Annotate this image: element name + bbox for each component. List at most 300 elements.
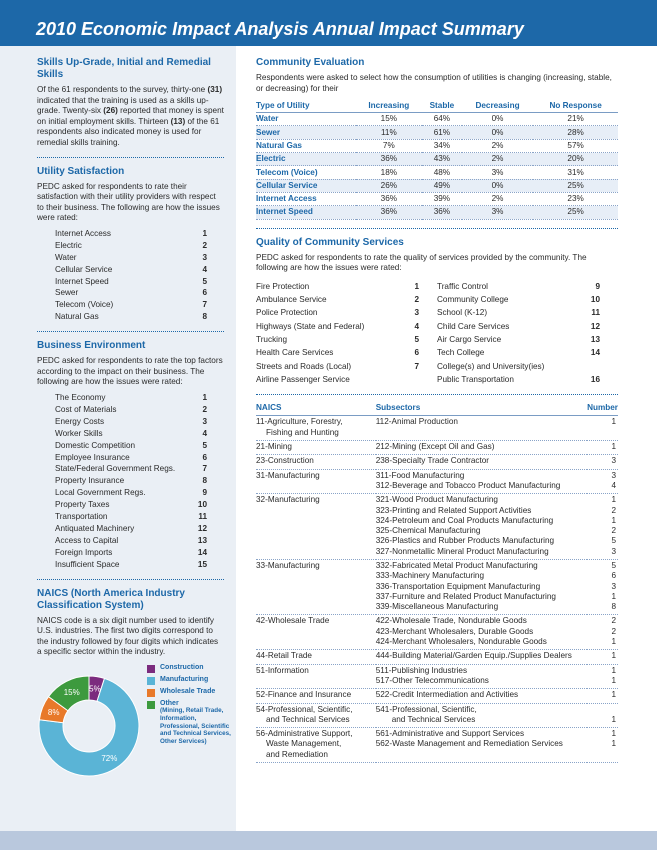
subsector-cell: [376, 559, 587, 614]
subsector-count: 2: [611, 526, 616, 536]
subsector-line: and Technical Services: [391, 714, 476, 724]
number-cell: [587, 615, 618, 650]
pie-legend: [147, 664, 237, 749]
subsector-count: 2: [611, 626, 616, 636]
percent-cell: 26%: [356, 179, 422, 192]
subsector-count: 1: [611, 637, 616, 647]
business-rank-item-label: State/Federal Government Regs.: [55, 464, 176, 474]
header-banner: [0, 0, 657, 46]
subsector-count: 1: [611, 591, 616, 601]
subsector-line: 517-Other Telecommunications: [375, 675, 489, 685]
naics-code-line: 21-Mining: [256, 442, 292, 452]
quality-item: [256, 333, 437, 346]
column-header: Type of Utility: [256, 100, 356, 113]
number-cell: [587, 469, 618, 494]
number-cell: [587, 703, 618, 728]
utility-satisfaction-intro: PEDC asked for respondents to rate their satisfaction with their utility providers with respect to their business. The following are how the issues were rated:: [37, 181, 220, 223]
business-rank-item-label: Local Government Regs.: [55, 488, 146, 498]
subsector-cell: [376, 469, 587, 494]
business-rank-item: [55, 511, 207, 523]
subsectors-header: Subsectors: [376, 403, 587, 416]
subsector-count: 1: [611, 739, 616, 749]
utility-rank-item-label: Electric: [55, 240, 82, 250]
utility-rank-item-label: Telecom (Voice): [55, 300, 114, 310]
pie-chart-svg: [37, 664, 147, 794]
legend-text: [160, 664, 204, 671]
business-rank-item-label: Employee Insurance: [55, 452, 130, 462]
table-row: [256, 441, 618, 455]
quality-right-column: [437, 280, 618, 386]
naics-code-line: 42-Wholesale Trade: [256, 616, 330, 626]
subsector-count: 5: [611, 560, 616, 570]
percent-cell: 2%: [462, 192, 533, 205]
business-rank-item: [55, 547, 207, 559]
number-cell: [587, 650, 618, 664]
business-rank-item: [55, 535, 207, 547]
quality-item: [256, 373, 437, 386]
business-rank-item-label: Antiquated Machinery: [55, 523, 135, 533]
page-title: 2010 Economic Impact Analysis Annual Impact Summary: [36, 19, 524, 39]
column-header: No Response: [533, 100, 618, 113]
business-rank-item-label: Property Taxes: [55, 500, 110, 510]
community-eval-title: Community Evaluation: [256, 57, 365, 68]
table-row: [256, 664, 618, 689]
quality-item-label: Fire Protection: [256, 281, 310, 291]
percent-cell: 3%: [462, 206, 533, 219]
percent-cell: 36%: [356, 192, 422, 205]
number-cell: [587, 494, 618, 560]
utility-rank-item-rank: 8: [202, 312, 207, 322]
naics-code-cell: [256, 728, 376, 763]
naics-code-cell: [256, 416, 376, 441]
percent-cell: 43%: [422, 153, 462, 166]
section-divider: [256, 394, 618, 395]
percent-cell: 2%: [462, 153, 533, 166]
utility-rank-item-rank: 6: [202, 288, 207, 298]
naics-pie-chart: [37, 663, 231, 804]
utility-rank-item-label: Internet Speed: [55, 276, 109, 286]
naics-left-title: NAICS (North America Industry Classification System): [37, 587, 185, 611]
quality-item: [256, 360, 437, 373]
utility-rank-item-label: Sewer: [55, 288, 79, 298]
number-cell: [587, 689, 618, 703]
business-rank-item-rank: 10: [197, 500, 207, 510]
subsector-cell: [376, 703, 587, 728]
legend-text: [160, 700, 237, 746]
subsector-line: 325-Chemical Manufacturing: [375, 526, 481, 536]
legend-text: [160, 688, 215, 695]
subsector-count: 2: [611, 616, 616, 626]
business-rank-item-label: Worker Skills: [55, 428, 103, 438]
quality-item-rank: 12: [590, 321, 600, 331]
table-row: [256, 494, 618, 560]
subsector-count: 8: [611, 602, 616, 612]
subsector-line: 339-Miscellaneous Manufacturing: [375, 602, 499, 612]
utility-rank-item: [55, 311, 207, 323]
section-divider: [37, 331, 224, 332]
quality-item: [437, 333, 618, 346]
skills-title: Skills Up-Grade, Initial and Remedial Skills: [37, 57, 211, 80]
quality-item-rank: 3: [414, 308, 419, 318]
percent-cell: 49%: [422, 179, 462, 192]
table-row: [256, 469, 618, 494]
quality-item-label: School (K-12): [437, 308, 488, 318]
table-row: [256, 650, 618, 664]
naics-code-cell: [256, 650, 376, 664]
subsector-line: 238-Specialty Trade Contractor: [375, 456, 490, 466]
legend-item: [147, 700, 237, 746]
quality-item-label: Child Care Services: [437, 321, 510, 331]
utility-type-cell: Internet Speed: [256, 206, 356, 219]
business-rank-item-label: Insufficient Space: [55, 559, 120, 569]
utility-type-cell: Telecom (Voice): [256, 166, 356, 179]
subsector-line: 311-Food Manufacturing: [375, 470, 465, 480]
number-cell: [587, 559, 618, 614]
naics-code-line: 32-Manufacturing: [256, 495, 320, 505]
business-rank-item-rank: 6: [202, 452, 207, 462]
business-rank-item-label: Cost of Materials: [55, 404, 117, 414]
business-rank-item-rank: 5: [202, 440, 207, 450]
subsector-count: 1: [611, 442, 616, 452]
number-cell: [587, 441, 618, 455]
percent-cell: 0%: [462, 126, 533, 139]
business-rank-item-rank: 12: [197, 523, 207, 533]
utility-rank-item: [55, 228, 207, 240]
quality-item: [256, 280, 437, 293]
table-row: [256, 206, 618, 219]
table-row: [256, 455, 618, 469]
utility-rank-item-label: Cellular Service: [55, 264, 113, 274]
utility-rank-item: [55, 252, 207, 264]
skills-num-1: (31): [207, 85, 223, 94]
subsector-cell: [376, 664, 587, 689]
subsector-count: 1: [611, 651, 616, 661]
naics-code-cell: [256, 441, 376, 455]
subsector-count: 2: [611, 505, 616, 515]
quality-item-label: Airline Passenger Service: [256, 374, 350, 384]
subsector-line: 326-Plastics and Rubber Products Manufacturing: [375, 536, 555, 546]
skills-num-3: (13): [170, 116, 186, 126]
legend-label: Other: [160, 699, 179, 707]
quality-item: [437, 346, 618, 359]
percent-cell: 36%: [356, 153, 422, 166]
utility-rank-item-label: Natural Gas: [55, 312, 99, 322]
utility-rank-item: [55, 240, 207, 252]
quality-item: [437, 293, 618, 306]
percent-cell: 28%: [533, 126, 618, 139]
quality-item-label: Traffic Control: [437, 281, 488, 291]
table-row: [256, 179, 618, 192]
subsector-line: 561-Administrative and Support Services: [375, 729, 525, 739]
utility-type-cell: Internet Access: [256, 192, 356, 205]
percent-cell: 3%: [462, 166, 533, 179]
skills-paragraph: [37, 85, 224, 149]
naics-code-line: 33-Manufacturing: [256, 560, 320, 570]
utility-rank-item: [55, 276, 207, 288]
quality-item-rank: 2: [414, 295, 419, 305]
business-rank-item-rank: 11: [198, 512, 207, 522]
naics-code-cell: [256, 494, 376, 560]
percent-cell: 25%: [533, 206, 618, 219]
subsector-line: 312-Beverage and Tobacco Product Manufacturing: [375, 480, 561, 490]
naics-code-line: 11-Agriculture, Forestry,: [256, 417, 343, 427]
legend-item: [147, 676, 237, 685]
subsector-count: [587, 705, 616, 715]
skills-num-2: (26): [103, 106, 118, 116]
naics-left-intro: NAICS code is a six digit number used to identify U.S. industries. The first two digits correspond to the industry followed by four digits which indicates a specific sector within the industry.: [37, 615, 219, 657]
subsector-line: 324-Petroleum and Coal Products Manufacturing: [375, 515, 554, 525]
naics-code-cell: [256, 664, 376, 689]
utility-rank-item-rank: 7: [202, 300, 207, 310]
naics-subsector-table: [256, 403, 618, 763]
naics-header: NAICS: [256, 403, 376, 416]
quality-item-rank: 7: [414, 361, 419, 371]
subsector-count: 1: [611, 729, 616, 739]
business-rank-item-rank: 8: [202, 476, 207, 486]
business-rank-item: [55, 475, 207, 487]
subsector-cell: [376, 455, 587, 469]
right-column-content: [256, 57, 618, 763]
subsector-line: 337-Furniture and Related Product Manufacturing: [375, 591, 556, 601]
naics-code-cell: [256, 615, 376, 650]
subsector-count: 5: [611, 536, 616, 546]
legend-swatch: [147, 701, 155, 709]
business-rank-item-label: Access to Capital: [55, 535, 119, 545]
footer-bar: [0, 831, 657, 850]
business-rank-item: [55, 463, 207, 475]
utility-rank-item-label: Water: [55, 252, 77, 262]
percent-cell: 36%: [422, 206, 462, 219]
business-rank-item-label: Foreign Imports: [55, 547, 113, 557]
subsector-count: 3: [611, 456, 616, 466]
subsector-count: 1: [611, 417, 616, 427]
percent-cell: 64%: [422, 113, 462, 126]
percent-cell: 18%: [356, 166, 422, 179]
business-rank-item: [55, 428, 207, 440]
naics-code-cell: [256, 469, 376, 494]
number-cell: [587, 728, 618, 763]
subsector-count: 1: [611, 675, 616, 685]
quality-item: [256, 293, 437, 306]
quality-item-label: Community College: [437, 295, 509, 305]
quality-item-rank: 13: [590, 334, 600, 344]
business-rank-item: [55, 392, 207, 404]
business-env-list: [55, 392, 207, 571]
quality-item-rank: 11: [591, 308, 600, 318]
quality-item-label: Air Cargo Service: [437, 334, 502, 344]
subsector-line: 327-Nonmetallic Mineral Product Manufacturing: [375, 546, 549, 556]
subsector-count: 4: [611, 480, 616, 490]
business-rank-item-rank: 3: [202, 416, 207, 426]
percent-cell: 7%: [356, 139, 422, 152]
subsector-line: 332-Fabricated Metal Product Manufacturing: [375, 560, 538, 570]
naics-code-line: 56-Administrative Support,: [256, 729, 353, 739]
business-env-intro: PEDC asked for respondents to rate the top factors according to the impact on their business. The following are how the issues were rated:: [37, 356, 223, 387]
subsector-cell: [376, 416, 587, 441]
quality-left-column: [256, 280, 437, 386]
quality-item-label: Streets and Roads (Local): [256, 361, 352, 371]
pie-data-label: 8%: [47, 707, 60, 717]
naics-code-line: 23-Construction: [256, 456, 314, 466]
section-divider: [256, 228, 618, 229]
legend-swatch: [147, 689, 155, 697]
column-header: Increasing: [356, 100, 422, 113]
table-header-row: [256, 100, 618, 113]
number-header: Number: [587, 403, 618, 416]
business-rank-item: [55, 416, 207, 428]
table-row: [256, 689, 618, 703]
table-row: [256, 615, 618, 650]
naics-code-line: 31-Manufacturing: [256, 470, 320, 480]
quality-item-label: Health Care Services: [256, 348, 334, 358]
subsector-count: 1: [611, 690, 616, 700]
quality-title: Quality of Community Services: [256, 236, 404, 248]
pie-data-label: 72%: [101, 754, 118, 764]
subsector-line: 422-Wholesale Trade, Nondurable Goods: [375, 616, 527, 626]
utility-rank-item-rank: 4: [202, 264, 207, 274]
skills-text-3: reported that money is spent on initial employment skills. Thirteen: [37, 106, 224, 126]
utility-type-cell: Sewer: [256, 126, 356, 139]
utility-satisfaction-title: Utility Satisfaction: [37, 165, 125, 177]
utility-type-cell: Natural Gas: [256, 139, 356, 152]
utility-type-cell: Water: [256, 113, 356, 126]
table-row: [256, 166, 618, 179]
legend-detail: (Mining, Retail Trade, Information, Professional, Scientific and Technical Services, Other Services): [160, 706, 231, 746]
legend-item: [147, 664, 237, 673]
subsector-cell: [376, 728, 587, 763]
business-rank-item-rank: 14: [197, 547, 207, 557]
skills-text-1: Of the 61 respondents to the survey, thirty-one: [37, 85, 208, 94]
utility-consumption-table: [256, 100, 618, 219]
quality-item-rank: 1: [414, 281, 419, 291]
business-rank-item: [55, 523, 207, 535]
number-cell: [587, 416, 618, 441]
percent-cell: 48%: [422, 166, 462, 179]
naics-code-cell: [256, 703, 376, 728]
subsector-cell: [376, 615, 587, 650]
table-row: [256, 139, 618, 152]
subsector-line: 212-Mining (Except Oil and Gas): [375, 442, 495, 452]
subsector-line: 336-Transportation Equipment Manufacturing: [375, 581, 541, 591]
skills-text-4: of the 61 respondents also indicated money is used for remedial skills training.: [37, 116, 220, 147]
utility-rank-item: [55, 264, 207, 276]
subsector-count: 1: [611, 515, 616, 525]
subsector-count: 3: [611, 546, 616, 556]
legend-swatch: [147, 677, 155, 685]
subsector-cell: [376, 441, 587, 455]
subsector-line: 112-Animal Production: [375, 417, 458, 427]
utility-rank-item-rank: 3: [202, 252, 207, 262]
pie-data-label: 5%: [89, 684, 101, 694]
business-rank-item-rank: 15: [197, 559, 207, 569]
column-header: Decreasing: [462, 100, 533, 113]
quality-item-rank: 5: [414, 334, 419, 344]
naics-code-cell: [256, 455, 376, 469]
business-rank-item-rank: 7: [202, 464, 207, 474]
percent-cell: 34%: [422, 139, 462, 152]
quality-item: [437, 360, 618, 373]
naics-code-line: 51-Information: [256, 665, 309, 675]
percent-cell: 2%: [462, 139, 533, 152]
section-divider: [37, 157, 224, 158]
subsector-count: 3: [611, 470, 616, 480]
percent-cell: 23%: [533, 192, 618, 205]
quality-ranking: [256, 280, 618, 386]
legend-text: [160, 676, 208, 683]
business-rank-item: [55, 499, 207, 511]
business-rank-item-rank: 9: [202, 488, 207, 498]
section-divider: [37, 579, 224, 580]
business-rank-item: [55, 559, 207, 571]
utility-rank-item: [55, 299, 207, 311]
percent-cell: 15%: [356, 113, 422, 126]
quality-item-rank: 6: [414, 348, 419, 358]
number-cell: [587, 664, 618, 689]
table-header-row: [256, 403, 618, 416]
percent-cell: 36%: [356, 206, 422, 219]
quality-item-rank: 14: [590, 348, 600, 358]
subsector-count: 3: [611, 581, 616, 591]
subsector-count: 6: [611, 571, 616, 581]
subsector-count: 1: [611, 714, 616, 724]
quality-item: [437, 320, 618, 333]
table-row: [256, 126, 618, 139]
percent-cell: 25%: [533, 179, 618, 192]
subsector-count: 1: [611, 495, 616, 505]
legend-label: Manufacturing: [160, 675, 209, 683]
quality-intro: PEDC asked for respondents to rate the quality of services provided by the community. The following are how the issues were rated:: [256, 252, 587, 273]
skills-text-2: indicated that the training is used as a skills up-grade. Twenty-six: [37, 95, 209, 116]
percent-cell: 0%: [462, 179, 533, 192]
subsector-line: 511-Publishing Industries: [375, 665, 468, 675]
utility-rank-item: [55, 287, 207, 299]
business-rank-item-label: The Economy: [55, 392, 106, 402]
naics-code-cell: [256, 559, 376, 614]
business-env-title: Business Environment: [37, 340, 146, 352]
business-rank-item-label: Energy Costs: [55, 416, 105, 426]
left-column-content: [37, 57, 231, 804]
percent-cell: 61%: [422, 126, 462, 139]
community-eval-intro: Respondents were asked to select how the consumption of utilities is changing (increasing, stable, or decreasing) for their: [256, 73, 612, 93]
quality-item: [256, 346, 437, 359]
legend-label: Construction: [160, 663, 204, 671]
number-cell: [587, 455, 618, 469]
legend-swatch: [147, 665, 155, 673]
quality-item-rank: 16: [590, 374, 600, 384]
business-rank-item: [55, 404, 207, 416]
table-row: [256, 113, 618, 126]
subsector-line: 522-Credit Intermediation and Activities: [375, 690, 519, 700]
percent-cell: 11%: [356, 126, 422, 139]
quality-item: [437, 373, 618, 386]
quality-item-rank: 10: [590, 295, 600, 305]
table-row: [256, 192, 618, 205]
utility-satisfaction-list: [55, 228, 207, 323]
table-row: [256, 703, 618, 728]
business-rank-item: [55, 440, 207, 452]
naics-code-line: and Remediation: [266, 749, 328, 759]
subsector-line: 424-Merchant Wholesalers, Nondurable Goods: [375, 637, 547, 647]
naics-code-line: and Technical Services: [266, 714, 350, 724]
quality-item-rank: 4: [414, 321, 419, 331]
percent-cell: 39%: [422, 192, 462, 205]
utility-rank-item-rank: 5: [202, 276, 207, 286]
business-rank-item-label: Domestic Competition: [55, 440, 136, 450]
subsector-cell: [376, 689, 587, 703]
quality-item-label: Highways (State and Federal): [256, 321, 365, 331]
business-rank-item-rank: 2: [202, 404, 207, 414]
quality-item: [256, 306, 437, 319]
